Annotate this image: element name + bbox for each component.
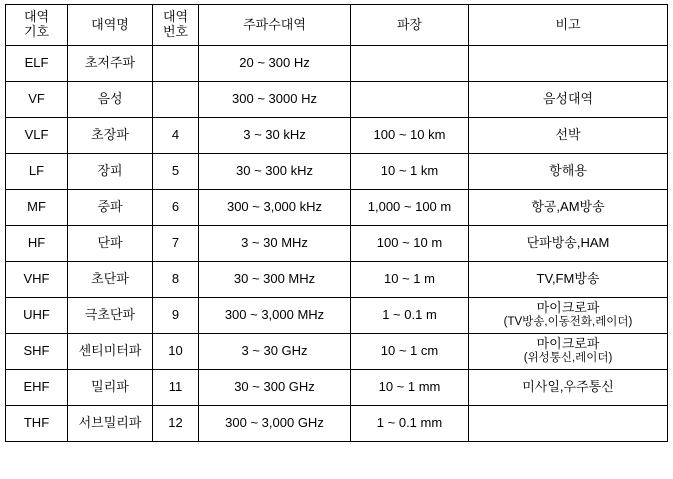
cell-note-sub: (위성통신,레이더) (523, 352, 613, 365)
table-row (6, 226, 668, 262)
cell-band-name: 초저주파 (68, 46, 153, 82)
cell-wavelength: 10 ~ 1 mm (351, 370, 469, 406)
column-header-band-name (68, 5, 153, 46)
cell-band-symbol: VLF (6, 118, 68, 154)
cell-wavelength: 1 ~ 0.1 mm (351, 406, 469, 442)
cell-band-name: 서브밀리파 (68, 406, 153, 442)
cell-wavelength: 10 ~ 1 m (351, 262, 469, 298)
cell-band-symbol: LF (6, 154, 68, 190)
cell-wavelength: 1,000 ~ 100 m (351, 190, 469, 226)
cell-wavelength: 100 ~ 10 km (351, 118, 469, 154)
cell-band-symbol: MF (6, 190, 68, 226)
cell-wavelength (351, 46, 469, 82)
cell-band-number: 12 (153, 406, 199, 442)
table-row (6, 370, 668, 406)
column-header-band-name-line1: 대역명 (91, 16, 129, 32)
cell-wavelength: 10 ~ 1 cm (351, 334, 469, 370)
cell-note (469, 118, 668, 154)
column-header-note (469, 5, 668, 46)
cell-wavelength: 10 ~ 1 km (351, 154, 469, 190)
cell-note (469, 262, 668, 298)
cell-wavelength: 1 ~ 0.1 m (351, 298, 469, 334)
cell-note (469, 370, 668, 406)
cell-wavelength: 100 ~ 10 m (351, 226, 469, 262)
cell-note (469, 82, 668, 118)
cell-band-name: 초장파 (68, 118, 153, 154)
cell-band-symbol: UHF (6, 298, 68, 334)
column-header-note-line1: 비고 (555, 16, 581, 32)
cell-note-main: 마이크로파 (536, 336, 600, 352)
table-row (6, 190, 668, 226)
cell-note (469, 406, 668, 442)
cell-frequency: 30 ~ 300 MHz (199, 262, 351, 298)
cell-band-name: 중파 (68, 190, 153, 226)
cell-note (469, 154, 668, 190)
cell-note-main: 단파방송,HAM (526, 235, 610, 251)
cell-note-main: TV,FM방송 (536, 271, 600, 287)
cell-band-number: 8 (153, 262, 199, 298)
column-header-wavelength (351, 5, 469, 46)
cell-note (469, 334, 668, 370)
cell-frequency: 20 ~ 300 Hz (199, 46, 351, 82)
table-row (6, 82, 668, 118)
column-header-frequency (199, 5, 351, 46)
column-header-band-symbol-line1: 대역 (23, 9, 50, 25)
table-row (6, 262, 668, 298)
cell-note-main: 항공,AM방송 (531, 199, 605, 215)
cell-frequency: 300 ~ 3,000 kHz (199, 190, 351, 226)
column-header-band-number-line2: 번호 (162, 24, 189, 39)
cell-band-number (153, 46, 199, 82)
cell-note-sub: (TV방송,이동전화,레이더) (503, 316, 633, 329)
cell-band-symbol: VF (6, 82, 68, 118)
table-header (6, 5, 668, 46)
cell-band-name: 센티미터파 (68, 334, 153, 370)
cell-band-number: 7 (153, 226, 199, 262)
column-header-wavelength-line1: 파장 (396, 16, 423, 32)
cell-band-symbol: SHF (6, 334, 68, 370)
cell-band-symbol: EHF (6, 370, 68, 406)
cell-frequency: 30 ~ 300 kHz (199, 154, 351, 190)
cell-note (469, 298, 668, 334)
document-page (0, 4, 673, 479)
cell-band-number: 9 (153, 298, 199, 334)
cell-band-number (153, 82, 199, 118)
column-header-band-symbol (6, 5, 68, 46)
cell-note-main: 미사일,우주통신 (522, 379, 614, 395)
cell-note (469, 190, 668, 226)
cell-frequency: 3 ~ 30 MHz (199, 226, 351, 262)
cell-frequency: 3 ~ 30 GHz (199, 334, 351, 370)
cell-band-number: 4 (153, 118, 199, 154)
cell-note-main: 음성대역 (542, 91, 594, 107)
cell-note-main: 선박 (555, 127, 581, 143)
table-row (6, 154, 668, 190)
cell-band-name: 단파 (68, 226, 153, 262)
cell-band-number: 5 (153, 154, 199, 190)
cell-frequency: 300 ~ 3000 Hz (199, 82, 351, 118)
cell-note-main: 마이크로파 (536, 300, 600, 316)
cell-note (469, 46, 668, 82)
cell-wavelength (351, 82, 469, 118)
frequency-band-table (5, 4, 668, 442)
cell-band-name: 밀리파 (68, 370, 153, 406)
cell-band-symbol: HF (6, 226, 68, 262)
table-header-row (6, 5, 668, 46)
cell-band-number: 6 (153, 190, 199, 226)
cell-note (469, 226, 668, 262)
cell-band-number: 11 (153, 370, 199, 406)
column-header-band-symbol-line2: 기호 (23, 24, 50, 39)
table-row (6, 334, 668, 370)
cell-note-main: 항해용 (549, 163, 587, 179)
table-row (6, 406, 668, 442)
cell-frequency: 30 ~ 300 GHz (199, 370, 351, 406)
cell-band-symbol: THF (6, 406, 68, 442)
column-header-band-number (153, 5, 199, 46)
cell-band-symbol: VHF (6, 262, 68, 298)
table-row (6, 46, 668, 82)
table-row (6, 118, 668, 154)
cell-band-name: 장피 (68, 154, 153, 190)
cell-band-name: 음성 (68, 82, 153, 118)
cell-frequency: 300 ~ 3,000 GHz (199, 406, 351, 442)
cell-band-symbol: ELF (6, 46, 68, 82)
table-body (6, 46, 668, 442)
column-header-band-number-line1: 대역 (162, 9, 189, 25)
cell-band-name: 극초단파 (68, 298, 153, 334)
cell-band-number: 10 (153, 334, 199, 370)
cell-band-name: 초단파 (68, 262, 153, 298)
column-header-frequency-line1: 주파수대역 (243, 16, 306, 32)
cell-frequency: 3 ~ 30 kHz (199, 118, 351, 154)
cell-frequency: 300 ~ 3,000 MHz (199, 298, 351, 334)
table-row (6, 298, 668, 334)
